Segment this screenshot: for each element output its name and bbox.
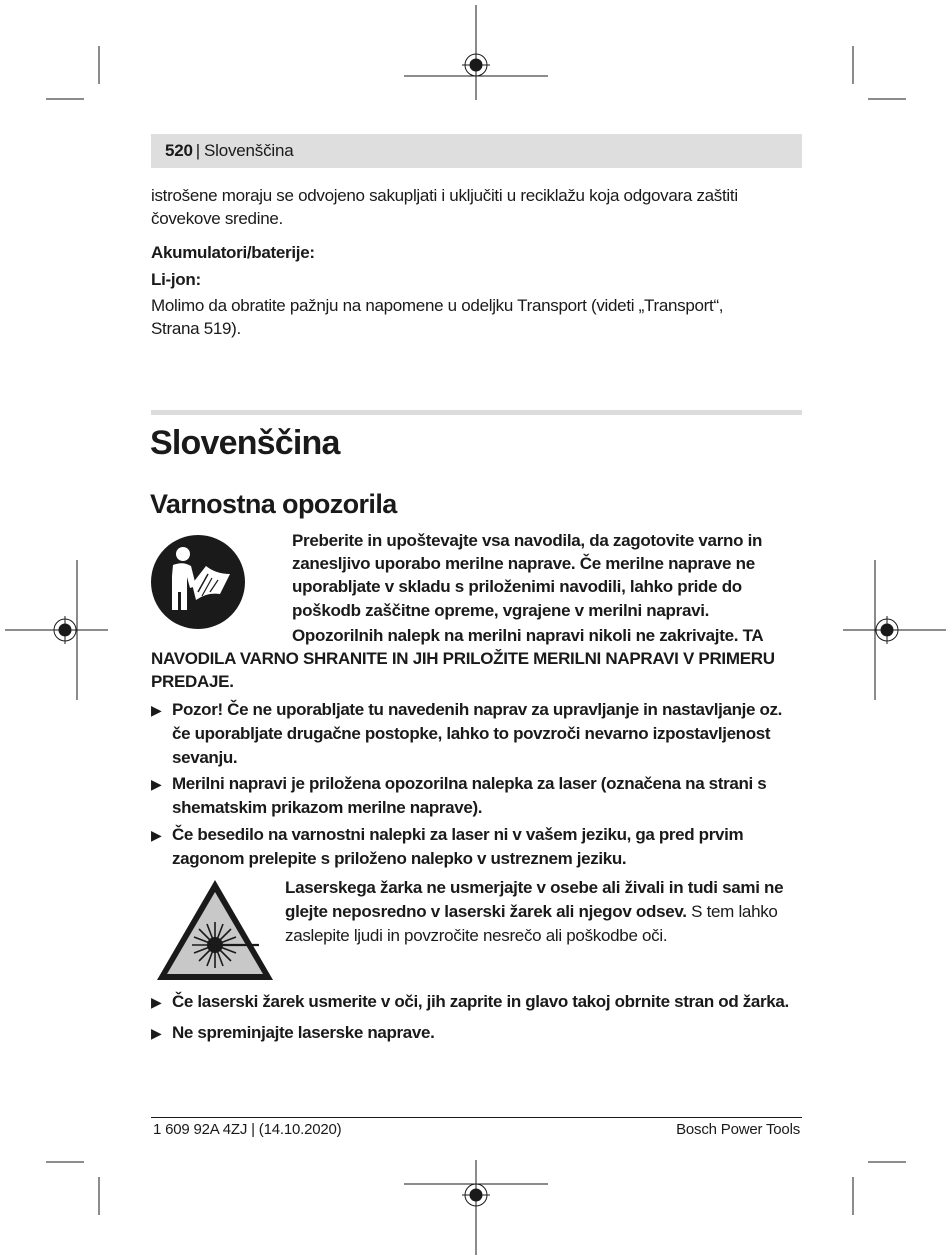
intro-line-7: PREDAJE. [151,672,234,691]
laser-warning-icon [155,878,275,982]
page-number: 520 [165,141,193,160]
bullet-line: Ne spreminjajte laserske naprave. [172,1023,435,1042]
footer-brand: Bosch Power Tools [676,1121,800,1138]
page-header-text [165,141,293,161]
intro-line-6: NAVODILA VARNO SHRANITE IN JIH PRILOŽITE MERILNI NAPRAVI V PRIMERU [151,649,775,668]
bullet-item-warning-label [151,772,801,820]
bullet-arrow-icon: ▶ [151,994,162,1010]
batteries-heading: Akumulatori/baterije: [151,243,315,262]
intro-line-4: poškodb zaščitne opreme, vgrajene v merilni napravi. [292,601,710,620]
bullet-arrow-icon: ▶ [151,827,162,843]
continuation-line-2: čovekove sredine. [151,209,283,228]
laser-warning-line-3: zaslepite ljudi in povzročite nesrečo ali poškodbe oči. [285,926,668,945]
section-divider [151,410,802,415]
header-separator: | [195,141,200,160]
bullet-item-language-label [151,823,801,871]
intro-line-3: uporabljate v skladu s priloženimi navodili, lahko pride do [292,577,742,596]
header-language: Slovenščina [203,141,294,160]
bullet-item-radiation [151,698,801,770]
intro-line-1: Preberite in upoštevajte vsa navodila, da zagotovite varno in [292,531,763,550]
section-title: Slovenščina [150,424,340,462]
laser-warning-line-2 [285,900,795,923]
laser-warning-line-1: Laserskega žarka ne usmerjajte v osebe ali živali in tudi sami ne [285,878,784,897]
read-manual-icon [150,534,246,630]
bullet-line: zagonom prelepite s priloženo nalepko v ustreznem jeziku. [172,849,627,868]
page-header [151,134,802,168]
bullet-line: Če laserski žarek usmerite v oči, jih zaprite in glavo takoj obrnite stran od žarka. [172,992,789,1011]
footer-document-id: 1 609 92A 4ZJ | (14.10.2020) [153,1121,342,1138]
bullet-arrow-icon: ▶ [151,1025,162,1041]
bullet-line: Če besedilo na varnostni nalepki za laser ni v vašem jeziku, ga pred prvim [172,825,744,844]
intro-line-2: zanesljivo uporabo merilne naprave. Če merilne naprave ne [292,554,755,573]
bullet-item-eyes [151,990,801,1014]
bullet-arrow-icon: ▶ [151,702,162,718]
bullet-arrow-icon: ▶ [151,776,162,792]
bullet-line: sevanju. [172,748,238,767]
continuation-line-1: istrošene moraju se odvojeno sakupljati i uključiti u reciklažu koja odgovara zaštiti [151,186,738,205]
batteries-text-line-1: Molimo da obratite pažnju na napomene u odeljku Transport (videti „Transport“, [151,296,724,315]
footer-divider [151,1117,802,1118]
li-ion-subheading: Li-jon: [151,270,201,289]
laser-warning-normal-text: S tem lahko [686,902,778,921]
bullet-item-modify [151,1021,801,1045]
bullet-line: Pozor! Če ne uporabljate tu navedenih naprav za upravljanje in nastavljanje oz. [172,700,783,719]
subsection-title: Varnostna opozorila [150,489,397,519]
bullet-line: Merilni napravi je priložena opozorilna nalepka za laser (označena na strani s [172,774,767,793]
bullet-line: shematskim prikazom merilne naprave). [172,798,483,817]
batteries-text-line-2: Strana 519). [151,319,241,338]
laser-warning-bold-text: glejte neposredno v laserski žarek ali njegov odsev. [285,902,687,921]
intro-line-5: Opozorilnih nalepk na merilni napravi nikoli ne zakrivajte. TA [292,626,764,645]
bullet-line: če uporabljate drugačne postopke, lahko to povzroči nevarno izpostavljenost [172,724,771,743]
